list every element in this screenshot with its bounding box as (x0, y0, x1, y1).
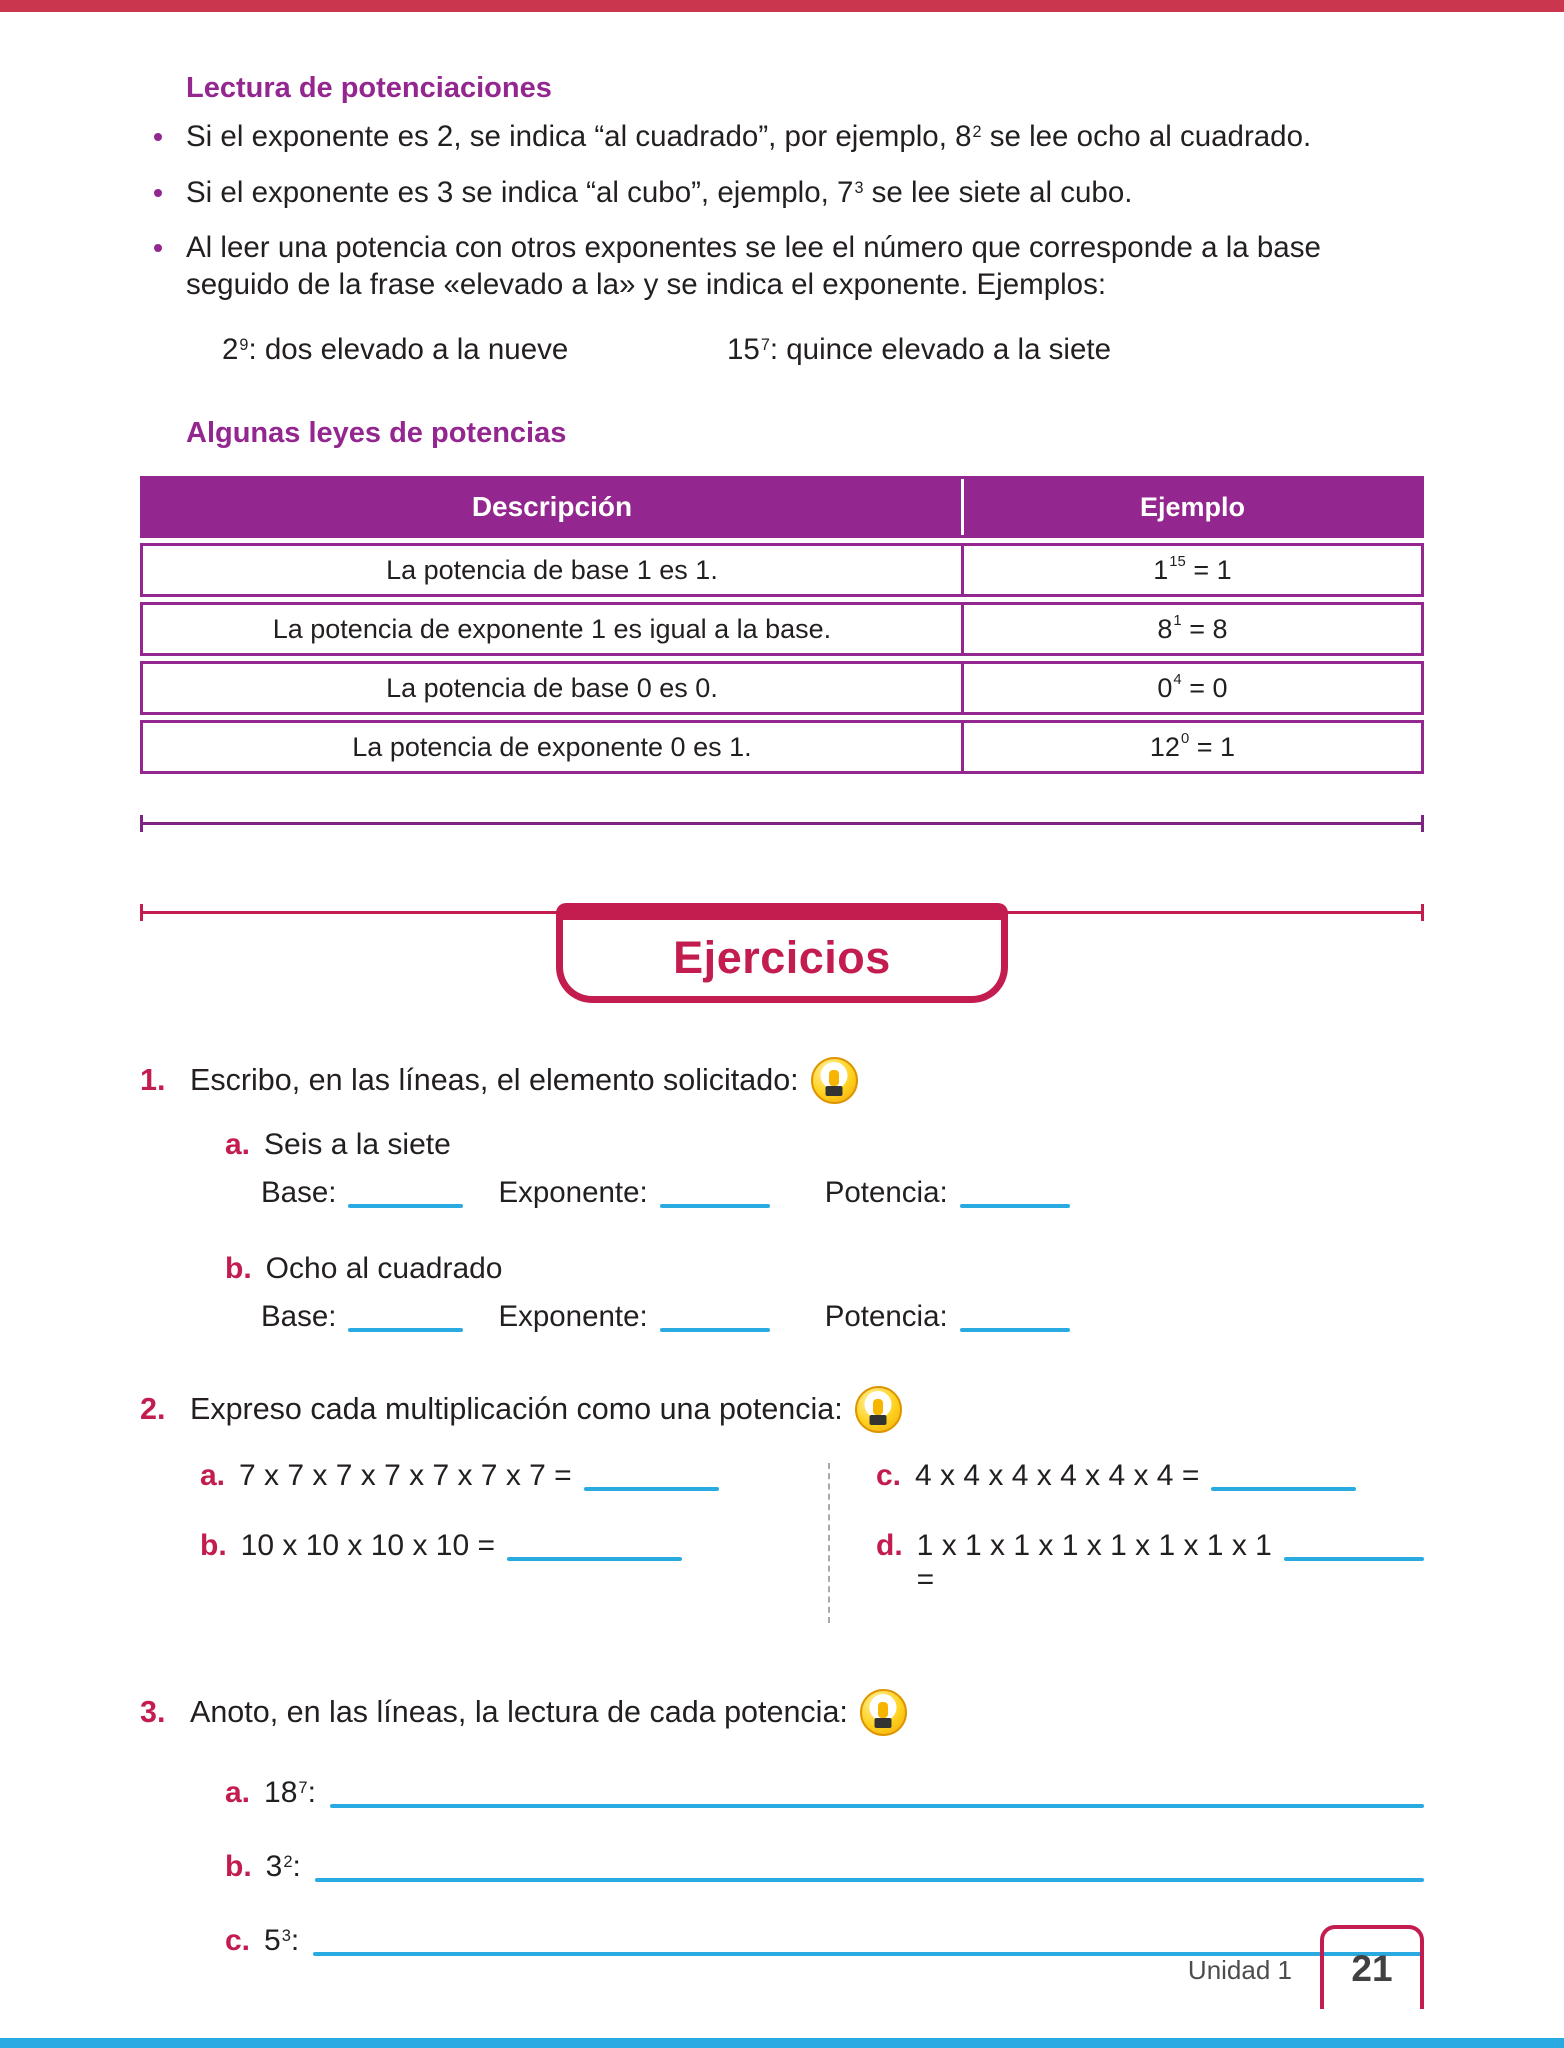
exercise-1b-title-row (225, 1252, 1424, 1286)
table-row (140, 602, 1424, 656)
bullet-text: Si el exponente es 2, se indica “al cuadrado”, por ejemplo, $8^2$ se lee ocho al cuadrado. (186, 120, 1312, 153)
bullet-item (140, 230, 1424, 303)
answer-blank-line (960, 1204, 1070, 1208)
exercise-prompt: Anoto, en las líneas, la lectura de cada potencia: (190, 1695, 848, 1730)
item-letter: c. (225, 1924, 251, 1958)
fill-in-fields-row (261, 1300, 1424, 1334)
law-description: La potencia de exponente 1 es igual a la base. (143, 605, 964, 653)
section-heading-leyes: Algunas leyes de potencias (186, 417, 567, 450)
item-letter: d. (876, 1529, 903, 1563)
fill-in-fields-row (261, 1176, 1424, 1210)
exercise-3-prompt-row (140, 1689, 1424, 1736)
column-header-ejemplo: Ejemplo (1139, 491, 1245, 522)
answer-blank-line (330, 1804, 1424, 1808)
exercise-2b (200, 1529, 828, 1563)
section-heading-lectura: Lectura de potenciaciones (186, 72, 552, 104)
exercise-1 (140, 1057, 1424, 1334)
exercise-2 (140, 1386, 1424, 1633)
purple-divider-rule (140, 822, 1424, 825)
law-example: 8 $^1$ = 8 (1157, 613, 1228, 644)
exercise-number: 1. (140, 1063, 166, 1098)
exercise-1-prompt-row (140, 1057, 1424, 1104)
exercise-2a (200, 1459, 828, 1493)
exercise-3 (140, 1689, 1424, 1958)
column-header-descripcion: Descripción (143, 479, 964, 535)
field-label: Exponente: (498, 1176, 648, 1210)
example-power-reading: $2^9$: dos elevado a la nueve (222, 333, 569, 367)
example-power-reading: $15^7$: quince elevado a la siete (727, 333, 1111, 367)
field-label: Exponente: (498, 1300, 648, 1334)
page-number-box (1320, 1925, 1424, 2009)
dashed-column-divider (828, 1463, 830, 1623)
bullet-text: Si el exponente es 3 se indica “al cubo”, ejemplo, $7^3$ se lee siete al cubo. (186, 175, 1133, 209)
ejercicios-banner (140, 903, 1424, 1007)
field-label: Base: (261, 1300, 337, 1334)
law-description: La potencia de exponente 0 es 1. (143, 723, 964, 771)
law-description: La potencia de base 1 es 1. (143, 546, 964, 594)
answer-blank-line (348, 1204, 463, 1208)
bottom-edge-bar (0, 2038, 1564, 2048)
examples-row (222, 333, 1424, 367)
law-example: 12 $^0$ = 1 (1149, 731, 1236, 762)
exercise-2-left-column (140, 1459, 828, 1633)
answer-blank-line (1211, 1487, 1356, 1491)
exercise-2-prompt-row (140, 1386, 1424, 1433)
answer-blank-line (507, 1557, 682, 1561)
exercise-1a (225, 1128, 1424, 1210)
exercise-3b (225, 1850, 1424, 1884)
multiplication-expression: 10 x 10 x 10 x 10 = (240, 1529, 496, 1563)
exercise-number: 3. (140, 1695, 166, 1730)
table-row (140, 661, 1424, 715)
table-row (140, 543, 1424, 597)
multiplication-expression: 1 x 1 x 1 x 1 x 1 x 1 x 1 x 1 = (916, 1529, 1272, 1597)
ejercicios-badge-label: Ejercicios (673, 932, 891, 984)
exercise-1b (225, 1252, 1424, 1334)
power-expression: $7^3$ (837, 175, 864, 209)
answer-blank-line (315, 1878, 1424, 1882)
bullet-item (140, 119, 1424, 156)
law-example: 0 $^4$ = 0 (1157, 672, 1228, 703)
lightbulb-hint-icon (860, 1689, 907, 1736)
exercise-2-right-column (828, 1459, 1424, 1633)
answer-blank-line (348, 1328, 463, 1332)
exercise-2c (876, 1459, 1424, 1493)
item-letter: b. (200, 1529, 227, 1563)
power-expression: $18^7$: (264, 1776, 316, 1810)
page-footer (1188, 1925, 1424, 2009)
page-number: 21 (1351, 1948, 1393, 1989)
ejercicios-badge (556, 903, 1008, 1003)
law-example: 1 $^{15}$ = 1 (1153, 554, 1232, 585)
field-label: Potencia: (824, 1300, 948, 1334)
laws-table (140, 476, 1424, 774)
power-expression: $8^2$ (955, 120, 982, 153)
item-letter: b. (225, 1252, 252, 1286)
exercise-1a-title-row (225, 1128, 1424, 1162)
table-row (140, 720, 1424, 774)
item-letter: c. (876, 1459, 902, 1493)
exercise-prompt: Escribo, en las líneas, el elemento solicitado: (190, 1063, 799, 1098)
power-expression: $15^7$ (727, 333, 770, 367)
exercise-2-columns (140, 1459, 1424, 1633)
multiplication-expression: 4 x 4 x 4 x 4 x 4 x 4 = (915, 1459, 1200, 1493)
lightbulb-hint-icon (811, 1057, 858, 1104)
top-edge-bar (0, 0, 1564, 12)
answer-blank-line (1284, 1557, 1424, 1561)
answer-blank-line (584, 1487, 719, 1491)
field-label: Potencia: (824, 1176, 948, 1210)
item-letter: b. (225, 1850, 252, 1884)
item-letter: a. (225, 1776, 251, 1810)
answer-blank-line (960, 1328, 1070, 1332)
item-title: Seis a la siete (264, 1128, 451, 1162)
item-title: Ocho al cuadrado (265, 1252, 503, 1286)
power-expression: $3^2$: (265, 1850, 301, 1884)
power-expression (1106, 268, 1107, 301)
unit-label: Unidad 1 (1187, 1954, 1292, 1985)
bullet-list (140, 119, 1424, 303)
lightbulb-hint-icon (855, 1386, 902, 1433)
exercise-2d (876, 1529, 1424, 1597)
item-letter: a. (225, 1128, 251, 1162)
exercise-3a (225, 1776, 1424, 1810)
answer-blank-line (660, 1328, 770, 1332)
multiplication-expression: 7 x 7 x 7 x 7 x 7 x 7 x 7 = (239, 1459, 572, 1493)
table-header-row (140, 476, 1424, 538)
exercise-number: 2. (140, 1392, 166, 1427)
bullet-text: Al leer una potencia con otros exponentes se lee el número que corresponde a la base seguido de la frase «elevado a la» y se indica el exponente. Ejemplos: (186, 231, 1321, 301)
law-description: La potencia de base 0 es 0. (143, 664, 964, 712)
field-label: Base: (261, 1176, 337, 1210)
bullet-item (140, 175, 1424, 212)
answer-blank-line (660, 1204, 770, 1208)
power-expression: $5^3$: (264, 1924, 300, 1958)
exercise-prompt: Expreso cada multiplicación como una potencia: (190, 1392, 843, 1427)
item-letter: a. (200, 1459, 226, 1493)
power-expression: $2^9$ (222, 333, 249, 367)
